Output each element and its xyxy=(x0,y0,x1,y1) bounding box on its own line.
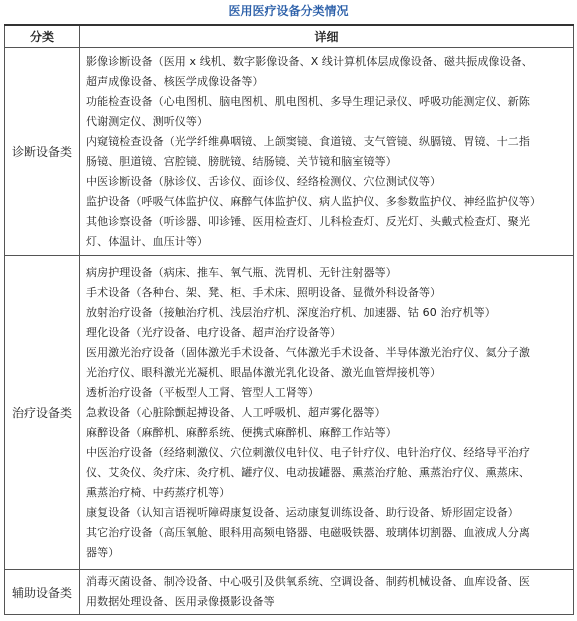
table-title: 医用医疗设备分类情况 xyxy=(228,4,349,18)
detail-cell xyxy=(80,570,574,615)
header-detail: 详细 xyxy=(80,25,574,48)
detail-line: 理化设备（光疗设备、电疗设备、超声治疗设备等） xyxy=(86,325,342,339)
detail-line: 用数据处理设备、医用录像摄影设备等 xyxy=(86,595,275,608)
detail-line: 急救设备（心脏除颤起搏设备、人工呼吸机、超声雾化器等） xyxy=(86,405,386,419)
detail-line: 影像诊断设备（医用 x 线机、数字影像设备、X 线计算机体层成像设备、磁共振成像设备、 xyxy=(86,54,533,68)
detail-cell xyxy=(80,256,574,570)
table-row xyxy=(5,570,574,615)
table-header-row xyxy=(5,25,574,48)
detail-line: 康复设备（认知言语视听障碍康复设备、运动康复训练设备、助行设备、矫形固定设备） xyxy=(86,505,519,519)
detail-line: 熏蒸治疗椅、中药蒸疗机等） xyxy=(86,485,231,499)
detail-line: 放射治疗设备（接触治疗机、浅层治疗机、深度治疗机、加速器、钴 60 治疗机等） xyxy=(86,305,496,319)
detail-line: 病房护理设备（病床、推车、氧气瓶、洗胃机、无针注射器等） xyxy=(86,265,397,279)
category-cell: 辅助设备类 xyxy=(5,570,80,615)
detail-line: 代谢测定仪、测听仪等） xyxy=(86,114,209,128)
detail-line: 器等） xyxy=(86,545,120,559)
detail-line: 仪、艾灸仪、灸疗床、灸疗机、罐疗仪、电动拔罐器、熏蒸治疗舱、熏蒸治疗仪、熏蒸床、 xyxy=(86,465,530,479)
detail-line: 灯、体温计、血压计等） xyxy=(86,234,209,248)
detail-line: 内窥镜检查设备（光学纤维鼻咽镜、上颌窦镜、食道镜、支气管镜、纵膈镜、胃镜、十二指 xyxy=(86,134,530,148)
detail-line: 手术设备（各种台、架、凳、柜、手术床、照明设备、显微外科设备等） xyxy=(86,285,442,299)
table-row xyxy=(5,256,574,570)
detail-line: 肠镜、胆道镜、宫腔镜、膀胱镜、结肠镜、关节镜和脑室镜等） xyxy=(86,154,397,168)
detail-line: 中医治疗设备（经络刺激仪、穴位刺激仪电针仪、电子针疗仪、电针治疗仪、经络导平治疗 xyxy=(86,445,530,459)
detail-line: 透析治疗设备（平板型人工肾、管型人工肾等） xyxy=(86,385,320,399)
detail-line: 超声成像设备、核医学成像设备等） xyxy=(86,74,264,88)
detail-line: 中医诊断设备（脉诊仪、舌诊仪、面诊仪、经络检测仪、穴位测试仪等） xyxy=(86,174,442,188)
detail-line: 功能检查设备（心电图机、脑电图机、肌电图机、多导生理记录仪、呼吸功能测定仪、新陈 xyxy=(86,94,530,108)
detail-line: 光治疗仪、眼科激光光凝机、眼晶体激光乳化设备、激光血管焊接机等） xyxy=(86,365,442,379)
detail-line: 消毒灭菌设备、制冷设备、中心吸引及供氧系统、空调设备、制药机械设备、血库设备、医 xyxy=(86,575,530,588)
table-body xyxy=(5,48,574,615)
classification-table xyxy=(4,24,574,615)
detail-line: 医用激光治疗设备（固体激光手术设备、气体激光手术设备、半导体激光治疗仪、氦分子激 xyxy=(86,345,530,359)
detail-line: 其它治疗设备（高压氧舱、眼科用高频电铬器、电磁吸铁器、玻璃体切割器、血液成人分离 xyxy=(86,525,530,539)
category-cell: 诊断设备类 xyxy=(5,48,80,256)
category-cell: 治疗设备类 xyxy=(5,256,80,570)
detail-line: 其他诊察设备（听诊器、叩诊锤、医用检查灯、儿科检查灯、反光灯、头戴式检查灯、聚光 xyxy=(86,214,530,228)
detail-cell xyxy=(80,48,574,256)
header-category: 分类 xyxy=(5,25,80,48)
detail-line: 麻醉设备（麻醉机、麻醉系统、便携式麻醉机、麻醉工作站等） xyxy=(86,425,397,439)
table-row xyxy=(5,48,574,256)
detail-line: 监护设备（呼吸气体监护仪、麻醉气体监护仪、病人监护仪、多参数监护仪、神经监护仪等） xyxy=(86,194,542,208)
